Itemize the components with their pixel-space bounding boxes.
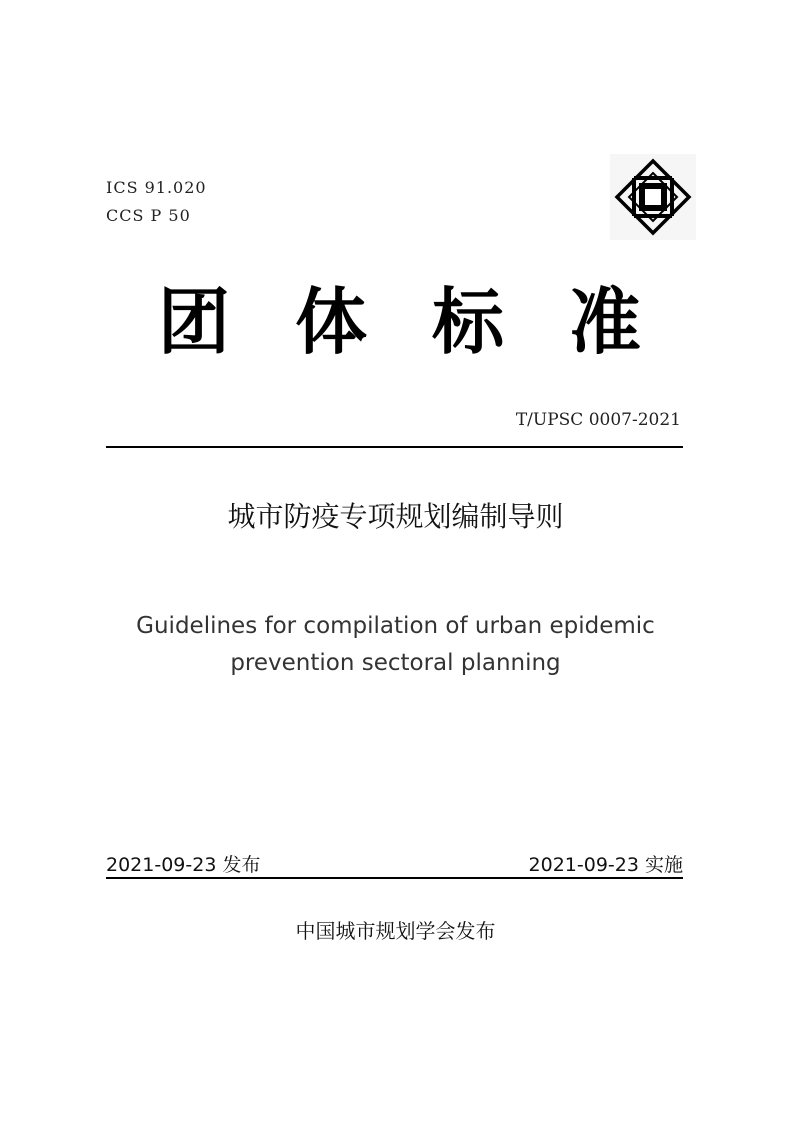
ccs-code: CCS P 50 (106, 206, 191, 225)
publisher: 中国城市规划学会发布 (295, 919, 496, 943)
english-title-line: Guidelines for compilation of urban epidemic (136, 613, 655, 639)
main-title-char: 标 (431, 280, 504, 364)
standard-emblem-icon (610, 154, 696, 240)
standard-number: T/UPSC 0007-2021 (515, 410, 681, 430)
release-date: 2021-09-23 发布 (106, 854, 261, 876)
chinese-title: 城市防疫专项规划编制导则 (227, 500, 564, 533)
classification-codes (106, 174, 207, 230)
main-title (106, 276, 683, 368)
ics-code: ICS 91.020 (106, 178, 207, 197)
english-title (0, 608, 791, 682)
english-title-line: prevention sectoral planning (230, 650, 561, 676)
main-title-char: 团 (158, 280, 231, 364)
top-divider (106, 446, 683, 448)
date-row (106, 850, 683, 878)
implementation-date: 2021-09-23 实施 (528, 854, 683, 876)
main-title-char: 准 (568, 280, 641, 364)
bottom-divider (106, 877, 683, 879)
main-title-char: 体 (294, 280, 367, 364)
